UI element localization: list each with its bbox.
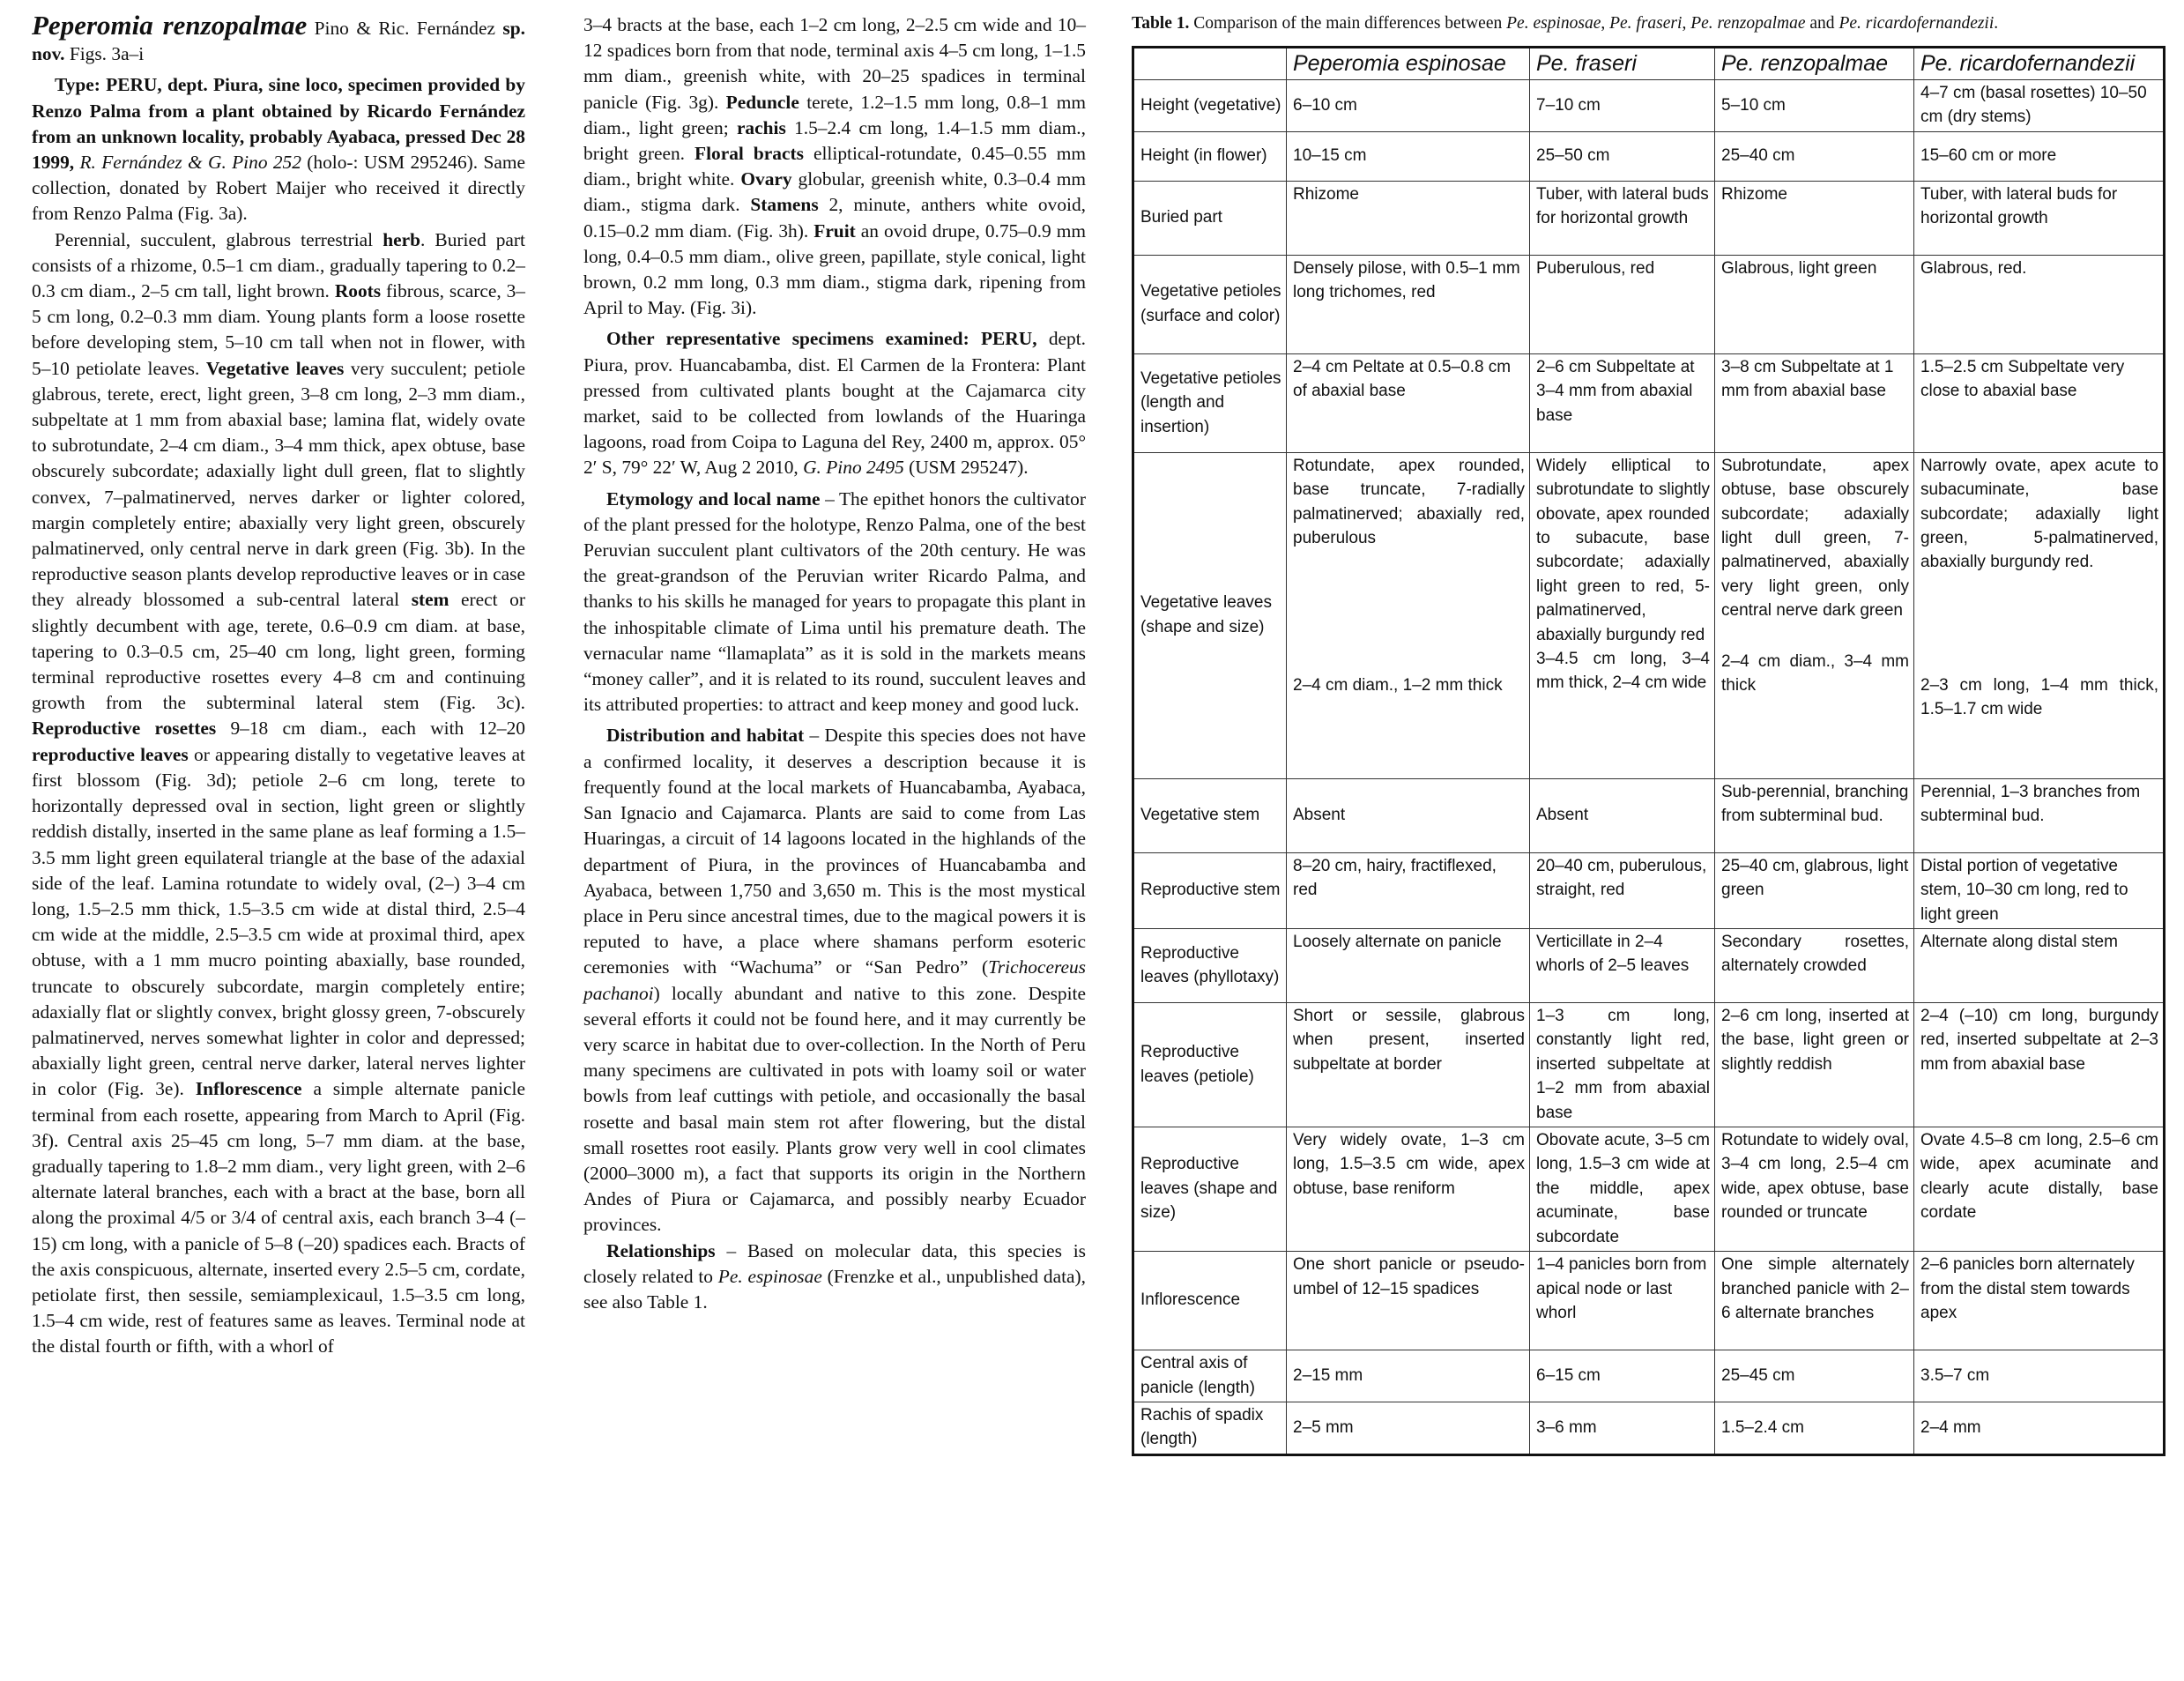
table-cell: 2–4 mm — [1914, 1402, 2165, 1454]
desc-text: (Frenzke et al., unpublished data), see also Table 1. — [583, 1265, 1086, 1313]
table-row — [1133, 929, 2165, 1003]
row-label: Reproductive leaves (phyllotaxy) — [1133, 929, 1287, 1003]
caption-species: Pe. renzopalmae — [1690, 14, 1806, 33]
term-reproductive-leaves: reproductive leaves — [32, 743, 189, 765]
table-row — [1133, 1350, 2165, 1402]
relationships-paragraph — [583, 1238, 1086, 1316]
table-cell: Alternate along distal stem — [1914, 929, 2165, 1003]
header-cell: Pe. fraseri — [1530, 48, 1715, 80]
table-cell: 2–5 mm — [1287, 1402, 1530, 1454]
desc-text: ) locally abundant and native to this zone. Despite several efforts it could not be found here, and it may currently be very scarce in habitat due to over-collection. In the North of Peru many specimens are cultivated in pots with loamy soil or water bowls from leaf cuttings with petiole, and occasionally the basal rosette and basal main stem rot after flowering, but the distal small rosettes root easily. Plants grow very well in cool climates (2000–3000 m), a fact that supports its origin in the Northern Andes of Piura or Cajamarca, and possibly nearby Ecuador provinces. — [583, 982, 1086, 1236]
type-collector: R. Fernández & G. Pino 252 — [79, 152, 301, 174]
desc-text: 3–4 bracts at the base, each 1–2 cm long, 2–2.5 cm wide and 10–12 spadices born from that node, terminal axis 4–5 cm long, 1–1.5 mm diam., greenish white, with 20–25 spadices in terminal panicle (Fig. 3g). — [583, 14, 1086, 113]
desc-text: dept. Piura, prov. Huancabamba, dist. El Carmen de la Frontera: Plant pressed from cultivated plants bought at the Cajamarca city market, said to be collected from lowlands of the Huaringa lagoons, road from Coipa to Laguna del Rey, 2400 m, approx. 05° 2′ S, 79° 22′ W, Aug 2 2010, — [583, 328, 1086, 479]
cell-shape: Rotundate, apex rounded, base truncate, 7-radially palmatinerved; abaxially red, puberulous — [1293, 456, 1525, 548]
table-cell: 3.5–7 cm — [1914, 1350, 2165, 1402]
desc-text: – Based on molecular data, this species is closely related to — [583, 1239, 1086, 1287]
row-label: Buried part — [1133, 181, 1287, 255]
term-stamens: Stamens — [750, 194, 819, 216]
table-cell: One short panicle or pseudo-umbel of 12–15 spadices — [1287, 1252, 1530, 1350]
table-row — [1133, 80, 2165, 132]
desc-text: or appearing distally to vegetative leaves at first blossom (Fig. 3d); petiole 2–6 cm long, terete to horizontally depressed oval in section, light green or slightly reddish distally, inserted in the same plane as leaf forming a 1.5–3.5 mm light green equilateral triangle at the base of the adaxial side of the leaf. Lamina rotundate to widely oval, (2–) 3–4 cm long, 1.5–2.5 mm thick, 1.5–3.5 cm wide at distal third, 2.5–4 cm wide at the middle, 2.5–3.5 cm wide at proximal third, apex obtuse, with a 1 mm mucro pointing abaxially, base rounded, truncate to obscurely subcordate, margin completely entire; adaxially flat or slightly convex, bright glossy green, 7-obscurely palmatinerved, nerves somewhat lighter in color and depressed; abaxially light green, central nerve darker, lateral nerves lighter in color (Fig. 3e). — [32, 743, 526, 1100]
table-cell: 25–40 cm, glabrous, light green — [1715, 852, 1914, 928]
table-cell: Glabrous, red. — [1914, 255, 2165, 353]
table-cell: Rhizome — [1287, 181, 1530, 255]
desc-text: Perennial, succulent, glabrous terrestrial — [55, 228, 383, 250]
caption-label: Table 1. — [1132, 14, 1190, 33]
header-cell — [1133, 48, 1287, 80]
type-paragraph — [32, 72, 525, 227]
table-row — [1133, 255, 2165, 353]
table-cell: Perennial, 1–3 branches from subterminal bud. — [1914, 778, 2165, 852]
term-inflorescence: Inflorescence — [195, 1078, 302, 1100]
table-cell: 15–60 cm or more — [1914, 131, 2165, 181]
term-ovary: Ovary — [740, 168, 792, 190]
caption-species: Pe. fraseri — [1609, 14, 1683, 33]
table-row — [1133, 131, 2165, 181]
table-cell: 5–10 cm — [1715, 80, 1914, 132]
term-rachis: rachis — [736, 116, 786, 138]
caption-species: Pe. espinosae — [1506, 14, 1601, 33]
table-cell: 6–15 cm — [1530, 1350, 1715, 1402]
cell-size: 2–3 cm long, 1–4 mm thick, 1.5–1.7 cm wide — [1920, 675, 2158, 719]
row-label: Vegetative leaves (shape and size) — [1133, 452, 1287, 778]
cell-size: 3–4.5 cm long, 3–4 mm thick, 2–4 cm wide — [1536, 650, 1710, 693]
relationships-heading: Relationships — [606, 1239, 716, 1261]
table-cell: 2–4 (–10) cm long, burgundy red, inserted subpeltate at 2–3 mm from abaxial base — [1914, 1003, 2165, 1127]
row-label: Vegetative petioles (surface and color) — [1133, 255, 1287, 353]
term-floral-bracts: Floral bracts — [695, 143, 804, 165]
table-cell: 2–6 panicles born alternately from the distal stem towards apex — [1914, 1252, 2165, 1350]
table-cell: 2–6 cm long, inserted at the base, light green or slightly reddish — [1715, 1003, 1914, 1127]
table-cell: 10–15 cm — [1287, 131, 1530, 181]
species-mention: Trichocereus pachanoi — [583, 956, 1086, 1004]
cell-shape: Subrotundate, apex obtuse, base obscurely subcordate; adaxially light dull green, 7-palmatinerved, abaxially very light green, only central nerve dark green — [1721, 456, 1909, 621]
comparison-table-block — [1132, 12, 2163, 1456]
table-cell: Puberulous, red — [1530, 255, 1715, 353]
table-cell: Short or sessile, glabrous when present, inserted subpeltate at border — [1287, 1003, 1530, 1127]
table-cell — [1715, 452, 1914, 778]
cell-shape: Narrowly ovate, apex acute to subacuminate, base subcordate; adaxially light green, 5-palmatinerved, abaxially burgundy red. — [1920, 456, 2158, 572]
table-cell: 8–20 cm, hairy, fractiflexed, red — [1287, 852, 1530, 928]
etymology-heading: Etymology and local name — [606, 487, 821, 510]
table-cell: 1–3 cm long, constantly light red, inserted subpeltate at 1–2 mm from abaxial base — [1530, 1003, 1715, 1127]
etymology-paragraph — [583, 487, 1086, 718]
row-label: Central axis of panicle (length) — [1133, 1350, 1287, 1402]
header-cell: Pe. ricardofernandezii — [1914, 48, 2165, 80]
desc-text: fibrous, scarce, 3–5 cm long, 0.2–0.3 mm diam. Young plants form a loose rosette before developing stem, 5–10 cm tall when not in flower, with 5–10 petiolate leaves. — [32, 280, 525, 379]
caption-text: Comparison of the main differences between — [1189, 14, 1507, 33]
table-cell: Tuber, with lateral buds for horizontal growth — [1914, 181, 2165, 255]
species-status: sp. nov. — [32, 18, 525, 65]
table-cell: Rhizome — [1715, 181, 1914, 255]
table-cell: Densely pilose, with 0.5–1 mm long trichomes, red — [1287, 255, 1530, 353]
caption-text: , — [1601, 14, 1610, 33]
table-cell: Rotundate to widely oval, 3–4 cm long, 2.5–4 cm wide, apex obtuse, base rounded or truncate — [1715, 1127, 1914, 1252]
table-cell: 3–6 mm — [1530, 1402, 1715, 1454]
species-heading — [32, 12, 525, 67]
row-label: Height (vegetative) — [1133, 80, 1287, 132]
header-cell: Peperomia espinosae — [1287, 48, 1530, 80]
table-cell: 7–10 cm — [1530, 80, 1715, 132]
row-label: Reproductive stem — [1133, 852, 1287, 928]
table-cell — [1287, 452, 1530, 778]
description-paragraph — [32, 227, 525, 1360]
table-cell: 3–8 cm Subpeltate at 1 mm from abaxial base — [1715, 353, 1914, 452]
cell-shape: Widely elliptical to subrotundate to slightly obovate, apex rounded to subacute, base subcordate; adaxially light green to red, 5-palmatinerved, abaxially burgundy red — [1536, 456, 1710, 644]
table-cell: 25–45 cm — [1715, 1350, 1914, 1402]
species-figs: Figs. 3a–i — [64, 43, 145, 65]
species-authors: Pino & Ric. Fernández — [307, 18, 503, 39]
table-cell: Distal portion of vegetative stem, 10–30 cm long, red to light green — [1914, 852, 2165, 928]
table-row — [1133, 778, 2165, 852]
desc-text: globular, greenish white, 0.3–0.4 mm diam., stigma dark. — [583, 168, 1086, 216]
description-continued — [583, 12, 1086, 321]
table-cell: Verticillate in 2–4 whorls of 2–5 leaves — [1530, 929, 1715, 1003]
row-label: Reproductive leaves (shape and size) — [1133, 1127, 1287, 1252]
table-cell: 20–40 cm, puberulous, straight, red — [1530, 852, 1715, 928]
desc-text: 2, minute, anthers white ovoid, 0.15–0.2 mm diam. (Fig. 3h). — [583, 194, 1087, 242]
table-cell: Secondary rosettes, alternately crowded — [1715, 929, 1914, 1003]
term-roots: Roots — [334, 280, 382, 302]
caption-text: and — [1805, 14, 1839, 33]
table-cell: Absent — [1287, 778, 1530, 852]
table-cell: 2–15 mm — [1287, 1350, 1530, 1402]
term-reproductive-rosettes: Reproductive rosettes — [32, 718, 217, 740]
table-cell: 25–50 cm — [1530, 131, 1715, 181]
caption-text: , — [1682, 14, 1691, 33]
desc-text: elliptical-rotundate, 0.45–0.55 mm diam., bright white. — [583, 143, 1087, 190]
table-cell: 2–4 cm Peltate at 0.5–0.8 cm of abaxial base — [1287, 353, 1530, 452]
desc-text: – Despite this species does not have a confirmed locality, it deserves a description because it is frequently found at the local markets of Huancabamba, Ayabaca, San Ignacio and Cajamarca. Plants are said to come from Las Huaringas, a circuit of 14 lagoons located in the highlands of the department of Piura, in the provinces of Huancabamba and Ayabaca, between 1,750 and 3,650 m. This is the most mystical place in Peru since ancestral times, due to the magical powers it is reputed to have, a place where shamans perform esoteric ceremonies with “Wachuma” or “San Pedro” ( — [583, 725, 1086, 978]
table-row — [1133, 1402, 2165, 1454]
table-cell — [1530, 452, 1715, 778]
table-cell: Ovate 4.5–8 cm long, 2.5–6 cm wide, apex acuminate and clearly acute distally, base cordate — [1914, 1127, 2165, 1252]
term-peduncle: Peduncle — [725, 91, 799, 113]
table-row — [1133, 181, 2165, 255]
cell-size: 2–4 cm diam., 3–4 mm thick — [1721, 651, 1909, 695]
table-cell: 1–4 panicles born from apical node or last whorl — [1530, 1252, 1715, 1350]
desc-text: terete, 1.2–1.5 mm long, 0.8–1 mm diam., light green; — [583, 91, 1087, 138]
table-row — [1133, 1003, 2165, 1127]
table-row — [1133, 1252, 2165, 1350]
cell-size: 2–4 cm diam., 1–2 mm thick — [1293, 676, 1503, 695]
row-label: Rachis of spadix (length) — [1133, 1402, 1287, 1454]
desc-text: 9–18 cm diam., each with 12–20 — [216, 718, 525, 740]
table-row — [1133, 852, 2165, 928]
desc-text: a simple alternate panicle terminal from each rosette, appearing from March to April (Fig. 3f). Central axis 25–45 cm long, 5–7 mm diam. at the base, gradually tapering to 1.8–2 mm diam., very light green, with 2–6 alternate lateral branches, each with a bract at the base, born all along the proximal 4/5 or 3/4 of central axis, each branch 3–4 (–15) cm long, with a panicle of 5–8 (–20) spadices each. Bracts of the axis conspicuous, alternate, inserted every 2.5–5 cm, cordate, petiolate first, then sessile, semiamplexicaul, 1.5–3.5 cm long, 1.5–4 cm wide, rest of features same as leaves. Terminal node at the distal fourth or fifth, with a whorl of — [32, 1078, 525, 1357]
distribution-paragraph — [583, 723, 1086, 1238]
table-cell: 2–6 cm Subpeltate at 3–4 mm from abaxial base — [1530, 353, 1715, 452]
table-caption — [1132, 12, 2163, 35]
term-vegetative-leaves: Vegetative leaves — [205, 357, 345, 379]
desc-text: an ovoid drupe, 0.75–0.9 mm long, 0.4–0.5 mm diam., olive green, papillate, style conical, light brown, 0.2 mm long, 0.3 mm diam., stigma dark, ripening from April to May. (Fig. 3i). — [583, 219, 1086, 319]
species-name: Peperomia renzopalmae — [32, 10, 308, 41]
table-cell: 25–40 cm — [1715, 131, 1914, 181]
desc-text: (USM 295247). — [903, 457, 1029, 479]
term-stem: stem — [411, 589, 449, 611]
desc-text: . Buried part consists of a rhizome, 0.5–1 cm diam., gradually tapering to 0.2–0.3 cm diam., 2–5 cm tall, light brown. — [32, 228, 525, 302]
other-specimens-paragraph — [583, 326, 1086, 480]
desc-text: 1.5–2.4 cm long, 1.4–1.5 mm diam., bright green. — [583, 116, 1086, 165]
table-cell: 1.5–2.4 cm — [1715, 1402, 1914, 1454]
distribution-heading: Distribution and habitat — [606, 725, 805, 747]
type-text: PERU, dept. Piura, sine loco, specimen provided by Renzo Palma from a plant obtained by Ricardo Fernández from an unknown locality, probably Ayabaca, pressed Dec 28 1999, — [32, 74, 525, 174]
type-end: (holo-: USM 295246). Same collection, donated by Robert Maijer who received it directly from Renzo Palma (Fig. 3a). — [32, 152, 526, 225]
table-cell: 6–10 cm — [1287, 80, 1530, 132]
table-cell: Sub-perennial, branching from subterminal bud. — [1715, 778, 1914, 852]
table-header-row — [1133, 48, 2165, 80]
table-cell: Glabrous, light green — [1715, 255, 1914, 353]
row-label: Vegetative petioles (length and insertion) — [1133, 353, 1287, 452]
header-cell: Pe. renzopalmae — [1715, 48, 1914, 80]
table-row — [1133, 452, 2165, 778]
text-column-left — [32, 12, 525, 1360]
other-collector: G. Pino 2495 — [803, 457, 904, 479]
comparison-table — [1132, 46, 2165, 1456]
table-cell: Loosely alternate on panicle — [1287, 929, 1530, 1003]
table-cell: One simple alternately branched panicle with 2–6 alternate branches — [1715, 1252, 1914, 1350]
caption-text: . — [1994, 14, 1999, 33]
other-specimens-heading: Other representative specimens examined: PERU, — [606, 328, 1037, 350]
row-label: Vegetative stem — [1133, 778, 1287, 852]
row-label: Inflorescence — [1133, 1252, 1287, 1350]
row-label: Height (in flower) — [1133, 131, 1287, 181]
type-label: Type: — [55, 74, 100, 96]
desc-text: erect or slightly decumbent with age, terete, 0.6–0.9 cm diam. at base, tapering to 0.3–0.5 cm, 25–40 cm long, light green, forming terminal reproductive rosettes every 4–8 cm and continuing growth from the subterminal lateral stem (Fig. 3c). — [32, 589, 525, 714]
term-fruit: Fruit — [813, 219, 856, 242]
caption-species: Pe. ricardofernandezii — [1839, 14, 1995, 33]
table-cell: Obovate acute, 3–5 cm long, 1.5–3 cm wide at the middle, apex acuminate, base subcordate — [1530, 1127, 1715, 1252]
term-herb: herb — [383, 228, 420, 250]
species-mention: Pe. espinosae — [717, 1265, 822, 1287]
desc-text: – The epithet honors the cultivator of the plant pressed for the holotype, Renzo Palma, one of the best Peruvian succulent plant cultivators of the 20th century. He was the great-grandson of the Peruvian writer Ricardo Palma, and thanks to his skills he managed for years to propagate this plant in the inhospitable climate of Lima until his premature death. The vernacular name “llamaplata” as it is sold in the markets means “money caller”, and it is related to its round, succulent leaves and its attributed properties: to attract and keep money and good luck. — [583, 487, 1086, 716]
table-row — [1133, 353, 2165, 452]
table-row — [1133, 1127, 2165, 1252]
table-cell: Tuber, with lateral buds for horizontal growth — [1530, 181, 1715, 255]
table-cell: Very widely ovate, 1–3 cm long, 1.5–3.5 cm wide, apex obtuse, base reniform — [1287, 1127, 1530, 1252]
row-label: Reproductive leaves (petiole) — [1133, 1003, 1287, 1127]
desc-text: very succulent; petiole glabrous, terete, erect, light green, 3–8 cm long, 2–3 mm diam., subpeltate at 1 mm from abaxial base; lamina flat, widely ovate to subrotundate, 2–4 cm diam., 3–4 mm thick, apex obtuse, base obscurely subcordate; adaxially light dull green, flat to slightly convex, 7–palmatinerved, nerves darker or lighter colored, margin completely entire; abaxially very light green, obscurely palmatinerved, only central nerve in dark green (Fig. 3b). In the reproductive season plants develop reproductive leaves or in case they already blossomed a sub-central lateral — [32, 357, 525, 611]
table-cell — [1914, 452, 2165, 778]
table-cell: 4–7 cm (basal rosettes) 10–50 cm (dry stems) — [1914, 80, 2165, 132]
text-column-middle — [583, 12, 1086, 1315]
table-cell: 1.5–2.5 cm Subpeltate very close to abaxial base — [1914, 353, 2165, 452]
table-cell: Absent — [1530, 778, 1715, 852]
